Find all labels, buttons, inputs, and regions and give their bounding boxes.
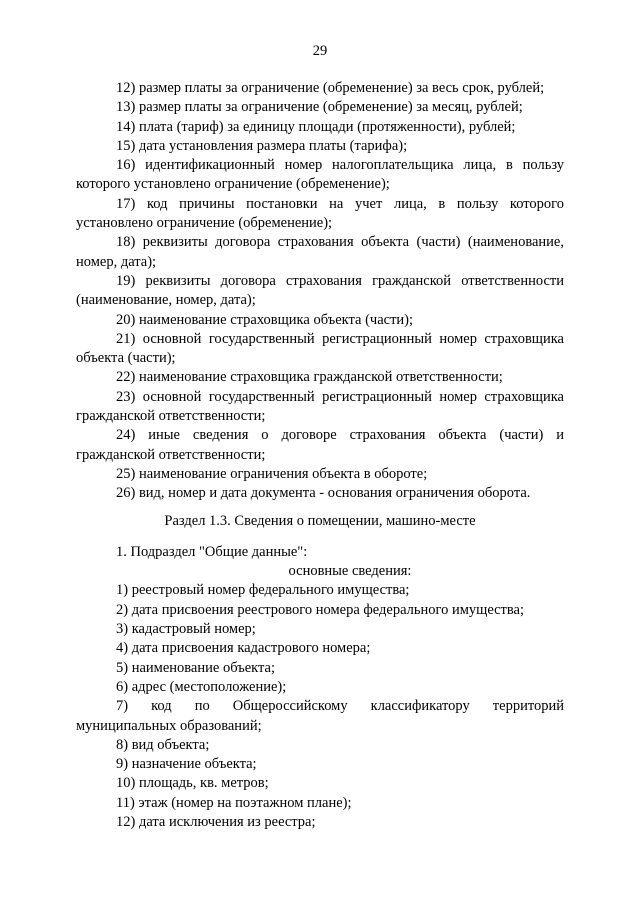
- list-item: 6) адрес (местоположение);: [116, 678, 287, 695]
- list-item: 12) размер платы за ограничение (обременение) за весь срок, рублей;: [116, 80, 545, 96]
- section-heading: Раздел 1.3. Сведения о помещении, машино-месте: [164, 512, 476, 529]
- list-item: 19) реквизиты договора страхования гражданской ответственности (наименование, номер, дата);: [76, 272, 564, 309]
- list-item: 14) плата (тариф) за единицу площади (протяженности), рублей;: [116, 118, 516, 135]
- list-item: 9) назначение объекта;: [116, 756, 257, 773]
- list-item: 11) этаж (номер на поэтажном плане);: [116, 794, 352, 811]
- list-section-1: [76, 79, 564, 504]
- page-number: 29: [312, 43, 328, 59]
- subsection-title: 1. Подраздел "Общие данные":: [116, 543, 308, 560]
- list-item: 24) иные сведения о договоре страхования объекта (части) и гражданской ответственности;: [76, 427, 564, 463]
- list-item: 23) основной государственный регистрационный номер страховщика гражданской ответственности;: [76, 388, 564, 425]
- list-item: 25) наименование ограничения объекта в обороте;: [116, 465, 428, 482]
- list-item: 22) наименование страховщика гражданской ответственности;: [116, 369, 503, 386]
- list-item: 1) реестровый номер федерального имущества;: [116, 582, 410, 599]
- list-item: 8) вид объекта;: [116, 736, 210, 753]
- list-item: 21) основной государственный регистрационный номер страховщика объекта (части);: [76, 330, 564, 367]
- list-item: 18) реквизиты договора страхования объекта (части) (наименование, номер, дата);: [76, 234, 564, 270]
- subsection-subtitle: основные сведения:: [288, 563, 412, 580]
- list-item: 4) дата присвоения кадастрового номера;: [116, 640, 371, 657]
- list-item: 13) размер платы за ограничение (обременение) за месяц, рублей;: [116, 99, 523, 116]
- list-item: 17) код причины постановки на учет лица, в пользу которого установлено ограничение (обременение);: [76, 195, 564, 232]
- list-item: 20) наименование страховщика объекта (части);: [116, 311, 414, 328]
- list-item: 7) код по Общероссийскому классификатору территорий муниципальных образований;: [76, 698, 564, 734]
- document-body: [76, 79, 564, 832]
- list-item: 16) идентификационный номер налогоплательщика лица, в пользу которого установлено ограничение (обременение);: [76, 157, 564, 193]
- list-item: 10) площадь, кв. метров;: [116, 775, 269, 792]
- list-item: 26) вид, номер и дата документа - основания ограничения оборота.: [116, 485, 531, 502]
- list-item: 2) дата присвоения реестрового номера федерального имущества;: [116, 601, 525, 618]
- list-item: 12) дата исключения из реестра;: [116, 813, 316, 830]
- list-item: 15) дата установления размера платы (тарифа);: [116, 137, 408, 154]
- list-item: 5) наименование объекта;: [116, 659, 275, 676]
- list-section-2: [76, 581, 564, 832]
- list-item: 3) кадастровый номер;: [116, 621, 256, 638]
